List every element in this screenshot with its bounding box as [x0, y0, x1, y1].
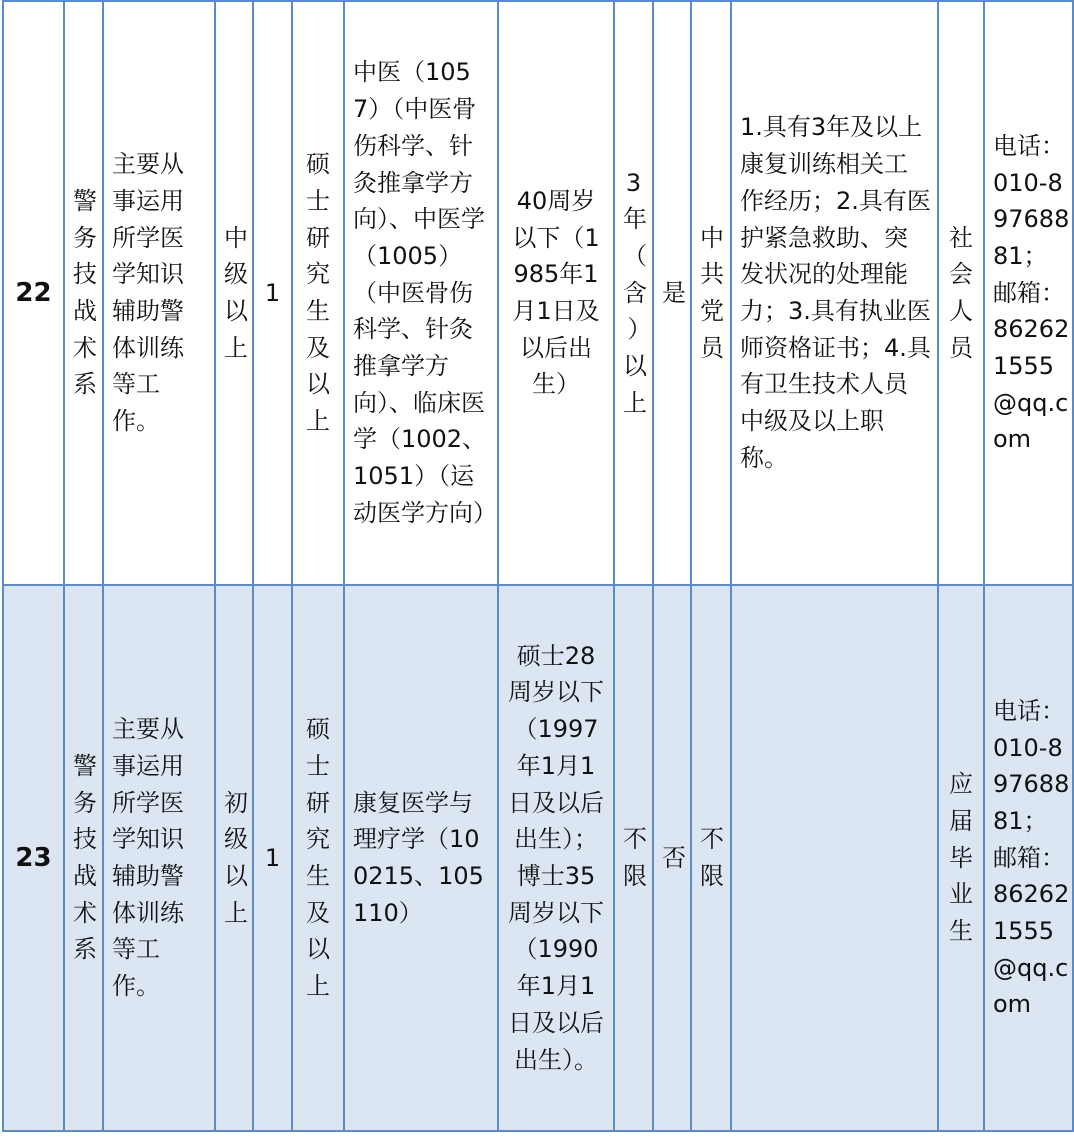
conditions-cell: 1.具有3年及以上康复训练相关工作经历；2.具有医护紧急救助、突发状况的处理能力；3.具有执业医师资格证书；4.具有卫生技术人员中级及以上职称。 [731, 1, 938, 585]
department-cell: 警务技战术系 [64, 1, 103, 585]
title-requirement-cell: 初级以上 [215, 585, 253, 1131]
department-cell: 警务技战术系 [64, 585, 103, 1131]
politics-cell: 不限 [691, 585, 731, 1131]
row-number: 23 [3, 585, 64, 1131]
major-cell: 康复医学与理疗学（100215、105110） [344, 585, 498, 1131]
politics-cell: 中共党员 [691, 1, 731, 585]
headcount-cell: 1 [253, 585, 292, 1131]
age-cell: 硕士28周岁以下（1997年1月1日及以后出生）；博士35周岁以下（1990年1月1日及以后出生）。 [498, 585, 614, 1131]
target-cell: 应届毕业生 [938, 585, 984, 1131]
title-requirement-cell: 中级以上 [215, 1, 253, 585]
row-number: 22 [3, 1, 64, 585]
age-cell: 40周岁以下（1985年1月1日及以后出生） [498, 1, 614, 585]
internal-cell: 否 [653, 585, 691, 1131]
education-cell: 硕士研究生及以上 [292, 1, 344, 585]
table-row [3, 585, 1073, 1131]
duties-cell: 主要从事运用所学医学知识辅助警体训练等工作。 [103, 585, 215, 1131]
experience-cell: 不限 [614, 585, 653, 1131]
contact-cell: 电话：010-89768881；邮箱：862621555@qq.com [984, 1, 1073, 585]
internal-cell: 是 [653, 1, 691, 585]
table-row [3, 1, 1073, 585]
conditions-cell [731, 585, 938, 1131]
major-cell: 中医（1057）（中医骨伤科学、针灸推拿学方向）、中医学（1005）（中医骨伤科学、针灸推拿学方向）、临床医学（1002、1051）（运动医学方向） [344, 1, 498, 585]
target-cell: 社会人员 [938, 1, 984, 585]
experience-cell: 3年（含）以上 [614, 1, 653, 585]
duties-cell: 主要从事运用所学医学知识辅助警体训练等工作。 [103, 1, 215, 585]
education-cell: 硕士研究生及以上 [292, 585, 344, 1131]
headcount-cell: 1 [253, 1, 292, 585]
job-table [2, 0, 1074, 1132]
contact-cell: 电话：010-89768881；邮箱：862621555@qq.com [984, 585, 1073, 1131]
